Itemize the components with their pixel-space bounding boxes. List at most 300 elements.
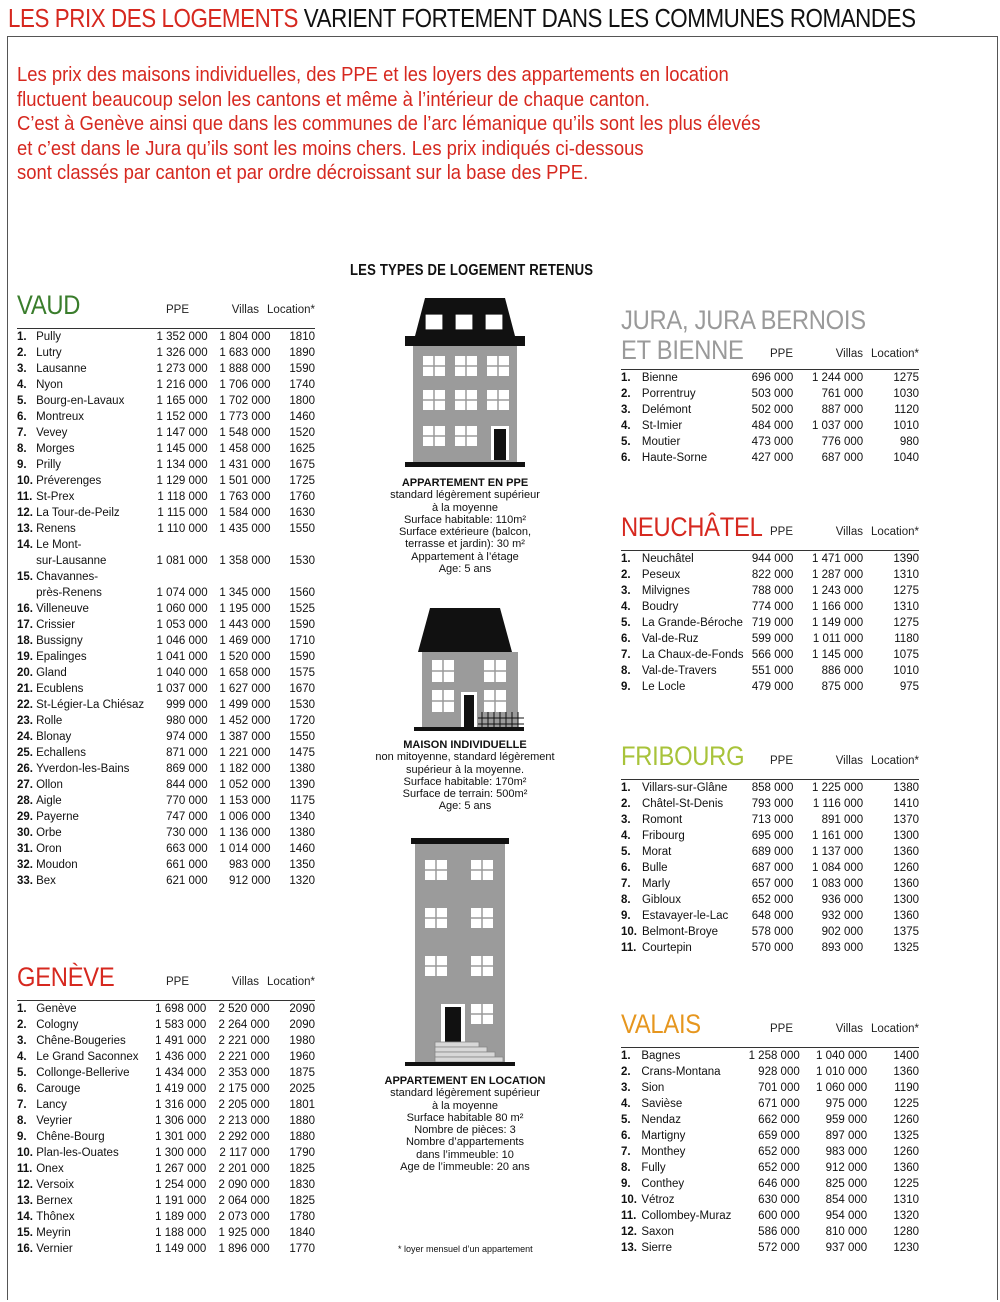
location-value: 2025 [289,1083,315,1095]
location-value: 1390 [289,779,315,791]
villas-value: 1 243 000 [812,585,864,597]
rank: 10. [17,1147,33,1159]
rank: 6. [17,411,27,423]
ppe-value: 1 306 000 [155,1115,207,1127]
commune: Neuchâtel [641,553,694,565]
intro-line: Les prix des maisons individuelles, des PPE et les loyers des appartements en location [17,63,729,86]
rank: 5. [621,436,631,448]
location-value: 1120 [894,404,919,416]
location-value: 1225 [893,1178,919,1190]
rank: 9. [621,910,631,922]
location-value: 1300 [893,894,919,906]
location-value: 1460 [289,411,315,423]
rank: 3. [621,814,631,826]
location-value: 1590 [289,651,315,663]
table-row [621,892,919,908]
rank: 13. [17,523,33,535]
ppe-value: 701 000 [758,1082,800,1094]
villas-value: 1 145 000 [812,649,864,661]
commune: Cologny [36,1019,79,1031]
villas-value: 1 443 000 [219,619,271,631]
ppe-value: 687 000 [751,862,794,874]
location-value: 1675 [289,459,315,471]
table-row [17,793,315,809]
ppe-value: 1 081 000 [156,555,208,567]
commune: Delémont [641,404,692,416]
rank: 1. [621,553,631,565]
ppe-value: 788 000 [751,585,794,597]
ppe-value: 747 000 [166,811,208,823]
title-rest: VARIENT FORTEMENT DANS LES COMMUNES ROMANDES [298,3,916,33]
villas-value: 1 658 000 [219,667,271,679]
table-row [621,1048,919,1065]
villas-value: 975 000 [825,1098,868,1110]
commune: Lutry [36,347,62,359]
rank: 10. [621,1194,637,1206]
table-row [621,1144,919,1160]
villas-value: 983 000 [825,1146,868,1158]
table-row [17,569,315,585]
rank: 22. [17,699,33,711]
villas-value [208,537,271,553]
villas-value: 687 000 [821,452,864,464]
commune: Gibloux [641,894,681,906]
table-row [621,370,919,387]
villas-value: 887 000 [821,404,864,416]
table-row [17,409,315,425]
column-header-location: Location* [871,755,919,767]
location-value: 1325 [893,1130,919,1142]
location-value: 1260 [893,1146,919,1158]
ppe-value [157,537,208,553]
price-table [621,775,919,956]
ppe-value: 578 000 [751,926,794,938]
location-value: 1590 [289,363,315,375]
ppe-value: 1 134 000 [156,459,208,471]
rank: 7. [17,427,27,439]
location-value: 1830 [289,1179,315,1191]
column-header-ppe: PPE [165,304,189,316]
rank: 2. [17,1019,27,1031]
table-row [621,828,919,844]
table-row [621,1096,919,1112]
villas-value: 1 706 000 [219,379,271,391]
commune: Le Mont- [36,539,82,551]
rank: 3. [17,363,27,375]
rank: 15. [17,571,33,583]
villas-value: 1 037 000 [811,420,864,432]
location-value: 1625 [289,443,315,455]
location-value: 1360 [893,1066,919,1078]
table-row [17,1241,315,1257]
intro-line: et c’est dans le Jura qu’ils sont les moins chers. Les prix indiqués ci-dessous [17,136,644,160]
caption-line: standard légèrement supérieur [390,1087,540,1100]
table-row [17,713,315,729]
location-value: 1350 [289,859,315,871]
location-value: 1475 [289,747,315,759]
location-value: 1360 [893,846,919,858]
location-value: 1670 [289,683,315,695]
commune: Meyrin [36,1227,71,1239]
caption-line: Surface de terrain: 500m² [402,788,528,801]
commune: Conthey [641,1178,685,1190]
ppe-value: 671 000 [758,1098,800,1110]
location-value: 1410 [893,798,919,810]
villas-value: 761 000 [821,388,864,400]
villas-value: 2 292 000 [218,1131,270,1143]
table-row [621,1208,919,1224]
ppe-value: 503 000 [751,388,794,400]
location-value: 1550 [289,731,315,743]
commune: Lausanne [36,363,87,375]
location-value: 1320 [289,875,315,887]
table-row [621,434,919,450]
commune: Morat [641,846,672,858]
table-row [17,841,315,857]
column-header-ppe: PPE [769,526,793,538]
table-row [17,601,315,617]
table-row [621,860,919,876]
caption-line: à la moyenne [431,501,499,514]
location-value: 1230 [893,1242,919,1254]
villas-value: 1 763 000 [219,491,271,503]
rank: 12. [621,1226,637,1238]
rank: 7. [621,1146,631,1158]
commune: Sierre [641,1242,672,1254]
table-row [17,425,315,441]
villas-value: 1 149 000 [812,617,864,629]
ppe-value: 1 300 000 [155,1147,207,1159]
villas-value: 1 387 000 [219,731,271,743]
commune: Romont [641,814,683,826]
ppe-value: 1 040 000 [156,667,208,679]
ppe-value: 1 037 000 [156,683,208,695]
table-row [17,361,315,377]
villas-value: 1 471 000 [812,553,864,565]
commune: Marly [641,878,671,890]
location-value: 1360 [893,910,919,922]
villas-value: 2 221 000 [218,1051,270,1063]
ppe-value: 1 060 000 [156,603,208,615]
price-table [17,324,315,889]
rank: 4. [621,601,631,613]
villas-value: 1 052 000 [219,779,271,791]
location-value: 1075 [893,649,919,661]
commune: Plan-les-Ouates [36,1147,119,1159]
ppe-value: 630 000 [758,1194,800,1206]
ppe-value: 659 000 [758,1130,800,1142]
location-value: 1530 [289,699,315,711]
villas-value: 810 000 [825,1226,868,1238]
ppe-value: 980 000 [166,715,208,727]
villas-value: 1 458 000 [219,443,271,455]
location-value: 1825 [289,1195,315,1207]
commune: Belmont-Broye [641,926,719,938]
caption-line: Nombre de pièces: 3 [414,1124,516,1137]
location-value: 1760 [289,491,315,503]
location-value: 1590 [289,619,315,631]
rank: 11. [621,942,637,954]
rank: 10. [621,926,637,938]
ppe-value: 1 434 000 [155,1067,207,1079]
ppe-value: 586 000 [758,1226,800,1238]
rank: 2. [621,388,631,400]
villas-value: 2 205 000 [218,1099,270,1111]
table-spacer [17,996,315,1000]
ppe-value: 652 000 [751,894,794,906]
villas-value: 1 435 000 [219,523,271,535]
commune: Haute-Sorne [641,452,708,464]
rank: 1. [17,331,27,343]
commune: Préverenges [36,475,102,487]
ppe-value: 844 000 [166,779,208,791]
rank: 2. [621,1066,631,1078]
location-caption [360,1075,570,1173]
ppe-value: 869 000 [166,763,208,775]
commune: Thônex [36,1211,75,1223]
villas-value: 1 896 000 [218,1243,270,1255]
table-row [17,809,315,825]
column-header-location: Location* [267,304,315,316]
villas-value: 1 501 000 [219,475,271,487]
table-row [621,1128,919,1144]
table-row [621,402,919,418]
table-row [17,1177,315,1193]
location-value: 1880 [289,1131,315,1143]
villas-value: 1 888 000 [219,363,271,375]
ppe-value: 774 000 [751,601,794,613]
table-row [621,615,919,631]
rank: 5. [621,617,631,629]
villas-value: 1 584 000 [219,507,271,519]
location-value: 1375 [893,926,919,938]
ppe-value: 871 000 [166,747,208,759]
section-valais [621,1009,919,1256]
commune: Boudry [641,601,679,613]
rank: 7. [621,878,631,890]
table-row [17,553,315,569]
villas-value: 954 000 [825,1210,868,1222]
column-header-villas: Villas [835,348,863,360]
rank: 32. [17,859,33,871]
table-row [17,617,315,633]
ppe-value: 1 216 000 [156,379,208,391]
caption-line: standard légèrement supérieur [390,489,540,502]
commune: Moudon [36,859,78,871]
ppe-value: 600 000 [758,1210,800,1222]
table-row [17,585,315,601]
rank: 1. [621,782,631,794]
column-header-ppe: PPE [769,755,793,767]
caption-line: Nombre d’appartements [405,1136,524,1149]
ppe-value: 599 000 [751,633,794,645]
table-row [17,633,315,649]
section-header [17,290,315,324]
rank: 18. [17,635,33,647]
canton-title-line: JURA, JURA BERNOIS [621,305,866,335]
rank: 4. [621,420,631,432]
price-table [621,1043,919,1256]
section-vaud [17,290,315,889]
rank: 6. [621,452,631,464]
table-spacer [17,324,315,328]
villas-value: 1 014 000 [219,843,271,855]
ppe-value: 999 000 [166,699,208,711]
canton-title: GENÈVE [17,962,115,992]
rank [17,585,36,601]
table-row [621,924,919,940]
commune: Aigle [36,795,62,807]
commune: Villeneuve [36,603,89,615]
commune: Gland [36,667,67,679]
table-row [17,857,315,873]
location-value: 1880 [289,1115,315,1127]
location-value: 1740 [289,379,315,391]
column-header-villas: Villas [835,755,863,767]
rank: 9. [17,459,27,471]
canton-title: VAUD [17,290,81,320]
location-value: 1190 [894,1082,919,1094]
caption-line: supérieur à la moyenne. [405,763,524,776]
commune: Ollon [36,779,63,791]
table-row [17,1001,315,1018]
location-value: 1310 [893,601,919,613]
caption-title: APPARTEMENT EN PPE [401,477,529,489]
commune: Bourg-en-Lavaux [36,395,125,407]
rank: 13. [621,1242,637,1254]
ppe-value: 427 000 [751,452,794,464]
table-row [621,418,919,434]
table-row [17,1065,315,1081]
rank: 1. [621,1050,631,1062]
villas-value: 2 221 000 [218,1035,270,1047]
column-header-villas: Villas [231,976,259,988]
rank: 8. [17,1115,27,1127]
location-value: 1890 [289,347,315,359]
commune: St-Prex [36,491,75,503]
rank: 11. [17,1163,33,1175]
rank: 4. [17,379,27,391]
location-value: 1040 [893,452,919,464]
rank: 4. [621,830,631,842]
location-value: 1380 [289,763,315,775]
location-value: 1010 [893,420,919,432]
location-value: 1380 [893,782,919,794]
table-row [621,940,919,956]
location-value: 1325 [893,942,919,954]
title-highlight: LES PRIX DES LOGEMENTS [8,3,299,33]
rank: 1. [17,1003,27,1015]
types-title: LES TYPES DE LOGEMENT RETENUS [350,262,594,279]
location-value: 1530 [289,555,315,567]
ppe-value: 719 000 [751,617,794,629]
table-row [17,1209,315,1225]
location-value [271,569,315,585]
canton-title-line: ET BIENNE [621,335,744,365]
ppe-value: 1 118 000 [157,491,208,503]
location-value: 1225 [893,1098,919,1110]
villas-value: 1 244 000 [811,372,864,384]
ppe-value: 793 000 [751,798,794,810]
commune: Martigny [641,1130,686,1142]
commune: sur-Lausanne [36,555,107,567]
table-row [17,1017,315,1033]
location-value: 1825 [289,1163,315,1175]
location-value: 1180 [894,633,919,645]
ppe-value: 713 000 [751,814,794,826]
location-value: 1525 [289,603,315,615]
table-row [621,551,919,568]
ppe-value: 1 316 000 [155,1099,207,1111]
table-row [621,1224,919,1240]
commune: Bex [36,875,56,887]
commune: Epalinges [36,651,87,663]
ppe-value: 662 000 [758,1114,800,1126]
commune: Chêne-Bourg [36,1131,105,1143]
location-value: 1030 [893,388,919,400]
table-row [17,1081,315,1097]
villas-value: 2 064 000 [218,1195,270,1207]
commune: Nyon [36,379,63,391]
commune: Porrentruy [641,388,696,400]
caption-line: Age: 5 ans [438,800,492,813]
ppe-value: 1 152 000 [156,411,208,423]
caption-title: MAISON INDIVIDUELLE [403,739,527,751]
villas-value: 1 702 000 [219,395,271,407]
rank: 6. [621,633,631,645]
table-row [621,1192,919,1208]
villas-value: 776 000 [821,436,864,448]
villas-value: 2 520 000 [218,1003,270,1015]
commune: Prilly [36,459,62,471]
villas-value: 1 221 000 [219,747,271,759]
ppe-value: 1 188 000 [155,1227,207,1239]
table-row [621,1240,919,1256]
table-row [621,583,919,599]
main-title [8,3,916,34]
table-row [17,537,315,553]
villas-value: 1 520 000 [219,651,271,663]
commune: Bernex [36,1195,73,1207]
column-header-ppe: PPE [165,976,189,988]
commune: La Chaux-de-Fonds [641,649,744,661]
ppe-value: 1 254 000 [155,1179,207,1191]
table-row [621,1160,919,1176]
villas-value: 2 117 000 [219,1147,270,1159]
villas-value: 1 499 000 [219,699,271,711]
table-row [17,761,315,777]
table-row [621,386,919,402]
commune: Val-de-Travers [641,665,717,677]
villas-value: 886 000 [821,665,864,677]
villas-value: 1 083 000 [812,878,864,890]
location-value: 1390 [893,553,919,565]
table-row [17,1193,315,1209]
location-value: 1260 [893,862,919,874]
rank: 27. [17,779,33,791]
ppe-value: 1 191 000 [155,1195,207,1207]
commune: Fribourg [641,830,685,842]
column-header-ppe: PPE [769,1023,793,1035]
rank: 10. [17,475,33,487]
villas-value: 1 011 000 [812,633,864,645]
commune: Payerne [36,811,79,823]
location-value: 1400 [893,1050,919,1062]
villas-value: 912 000 [228,875,271,887]
ppe-value: 1 053 000 [156,619,208,631]
table-row [17,377,315,393]
table-row [621,679,919,695]
